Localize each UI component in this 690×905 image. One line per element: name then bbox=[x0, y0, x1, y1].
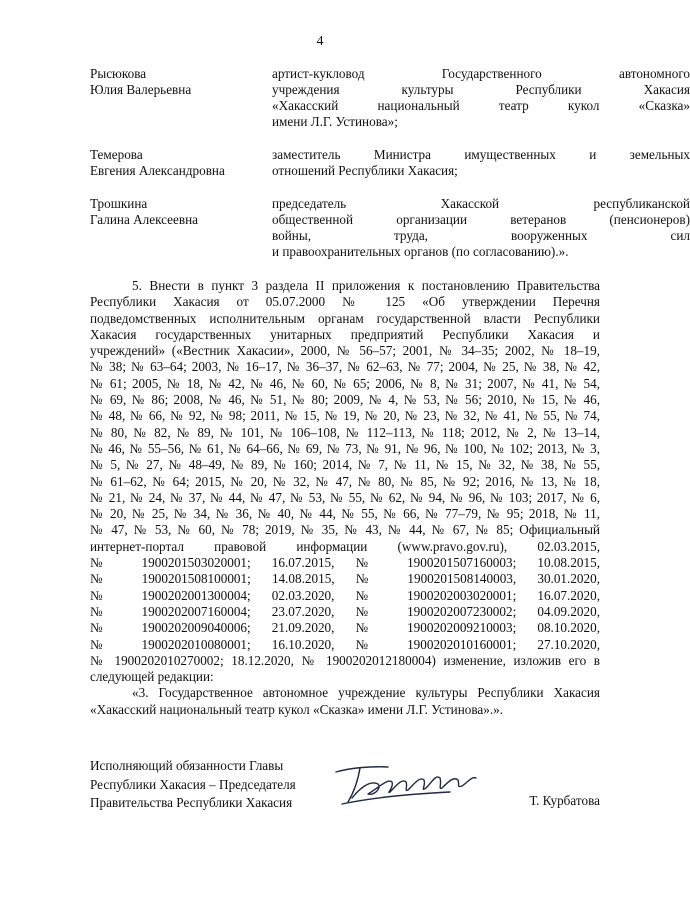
text-line: № 80, № 82, № 89, № 101, № 106–108, № 112–113, № 118; 2012, № 2, № 13–14, bbox=[90, 424, 600, 440]
handwritten-signature bbox=[330, 758, 480, 810]
member-name bbox=[90, 196, 270, 228]
role-line: отношений Республики Хакасия; bbox=[272, 163, 458, 178]
paragraph-5 bbox=[90, 278, 600, 718]
member-surname: Темерова bbox=[90, 147, 143, 162]
member-given-names: Евгения Александровна bbox=[90, 163, 225, 178]
signatory-position bbox=[90, 757, 296, 813]
member-role bbox=[272, 147, 690, 179]
signatory-position-line: Исполняющий обязанности Главы bbox=[90, 758, 284, 773]
text-line: № 1900202010080001; 16.10.2020, № 1900202010160001; 27.10.2020, bbox=[90, 636, 600, 652]
text-line: № 69, № 86; 2008, № 46, № 51, № 80; 2009, № 4, № 53, № 56; 2010, № 15, № 46, bbox=[90, 392, 600, 408]
text-line: № 48, № 66, № 92, № 98; 2011, № 15, № 19, № 20, № 23, № 32, № 41, № 55, № 74, bbox=[90, 408, 600, 424]
text-line: № 1900201503020001; 16.07.2015, № 1900201507160003; 10.08.2015, bbox=[90, 555, 600, 571]
text-line: № 61; 2005, № 18, № 42, № 46, № 60, № 65; 2006, № 8, № 31; 2007, № 41, № 54, bbox=[90, 375, 600, 391]
text-line: Хакасия государственных унитарных предприятий Республики Хакасия и bbox=[90, 326, 600, 342]
text-line: № 1900202009040006; 21.09.2020, № 1900202009210003; 08.10.2020, bbox=[90, 620, 600, 636]
member-surname: Рысюкова bbox=[90, 66, 147, 81]
member-surname: Трошкина bbox=[90, 196, 148, 211]
role-line: «Хакасский национальный театр кукол «Сказка» bbox=[272, 98, 690, 113]
role-line: войны, труда, вооруженных сил bbox=[272, 228, 690, 243]
text-line: подведомственных исполнительным органам государственной власти Республики bbox=[90, 310, 600, 326]
text-line: № 21, № 24, № 37, № 44, № 47, № 53, № 55, № 62, № 94, № 96, № 103; 2017, № 6, bbox=[90, 489, 600, 505]
signatory-name: Т. Курбатова bbox=[529, 793, 600, 808]
quote-line: «3. Государственное автономное учреждение культуры Республики Хакасия bbox=[132, 685, 600, 701]
member-given-names: Галина Алексеевна bbox=[90, 212, 199, 227]
text-line: № 47, № 53, № 60, № 78; 2019, № 35, № 43, № 44, № 67, № 85; Официальный bbox=[90, 522, 600, 538]
text-line: интернет-портал правовой информации (www.pravo.gov.ru), 02.03.2015, bbox=[90, 538, 600, 554]
text-line: 5. Внести в пункт 3 раздела II приложения к постановлению Правительства bbox=[132, 278, 600, 293]
role-line: председатель Хакасской республиканской bbox=[272, 196, 690, 211]
text-line: № 20, № 25, № 34, № 36, № 40, № 44, № 55, № 66, № 77–79, № 95; 2018, № 11, bbox=[90, 506, 600, 522]
member-name bbox=[90, 147, 270, 179]
text-line: следующей редакции: bbox=[90, 669, 214, 685]
text-line: № 1900202001300004; 02.03.2020, № 1900202003020001; 16.07.2020, bbox=[90, 587, 600, 603]
signature-stroke bbox=[336, 767, 476, 804]
text-line: № 38; № 63–64; 2003, № 16–17, № 36–37, № 62–63, № 77; 2004, № 25, № 38, № 42, bbox=[90, 359, 600, 375]
text-line: № 5, № 27, № 48–49, № 89, № 160; 2014, № 7, № 11, № 15, № 32, № 38, № 55, bbox=[90, 457, 600, 473]
text-line: № 1900201508100001; 14.08.2015, № 1900201508140003, 30.01.2020, bbox=[90, 571, 600, 587]
member-role bbox=[272, 196, 690, 260]
role-line: учреждения культуры Республики Хакасия bbox=[272, 82, 690, 97]
signatory-position-line: Правительства Республики Хакасия bbox=[90, 795, 293, 810]
signatory-position-line: Республики Хакасия – Председателя bbox=[90, 776, 296, 792]
role-line: артист-кукловод Государственного автономного bbox=[272, 66, 690, 81]
member-name bbox=[90, 66, 270, 98]
role-line: имени Л.Г. Устинова»; bbox=[272, 114, 398, 129]
text-line: Республики Хакасия от 05.07.2000 № 125 «Об утверждении Перечня bbox=[90, 294, 600, 310]
text-line: № 1900202007160004; 23.07.2020, № 1900202007230002; 04.09.2020, bbox=[90, 603, 600, 619]
role-line: общественной организации ветеранов (пенсионеров) bbox=[272, 212, 690, 227]
role-line: заместитель Министра имущественных и земельных bbox=[272, 147, 690, 162]
member-role bbox=[272, 66, 690, 130]
text-line: № 46, № 55–56, № 61, № 64–66, № 69, № 73, № 91, № 96, № 100, № 102; 2013, № 3, bbox=[90, 440, 600, 456]
text-line: № 61–62, № 64; 2015, № 20, № 32, № 47, № 80, № 85, № 92; 2016, № 13, № 18, bbox=[90, 473, 600, 489]
role-line: и правоохранительных органов (по согласованию).». bbox=[272, 244, 569, 259]
member-given-names: Юлия Валерьевна bbox=[90, 82, 192, 97]
quote-line: «Хакасский национальный театр кукол «Сказка» имени Л.Г. Устинова».». bbox=[90, 701, 504, 717]
page-number: 4 bbox=[316, 34, 324, 49]
text-line: учреждений» («Вестник Хакасии», 2000, № 56–57; 2001, № 34–35; 2002, № 18–19, bbox=[90, 343, 600, 359]
text-line: № 1900202010270002; 18.12.2020, № 1900202012180004) изменение, изложив его в bbox=[90, 652, 600, 668]
